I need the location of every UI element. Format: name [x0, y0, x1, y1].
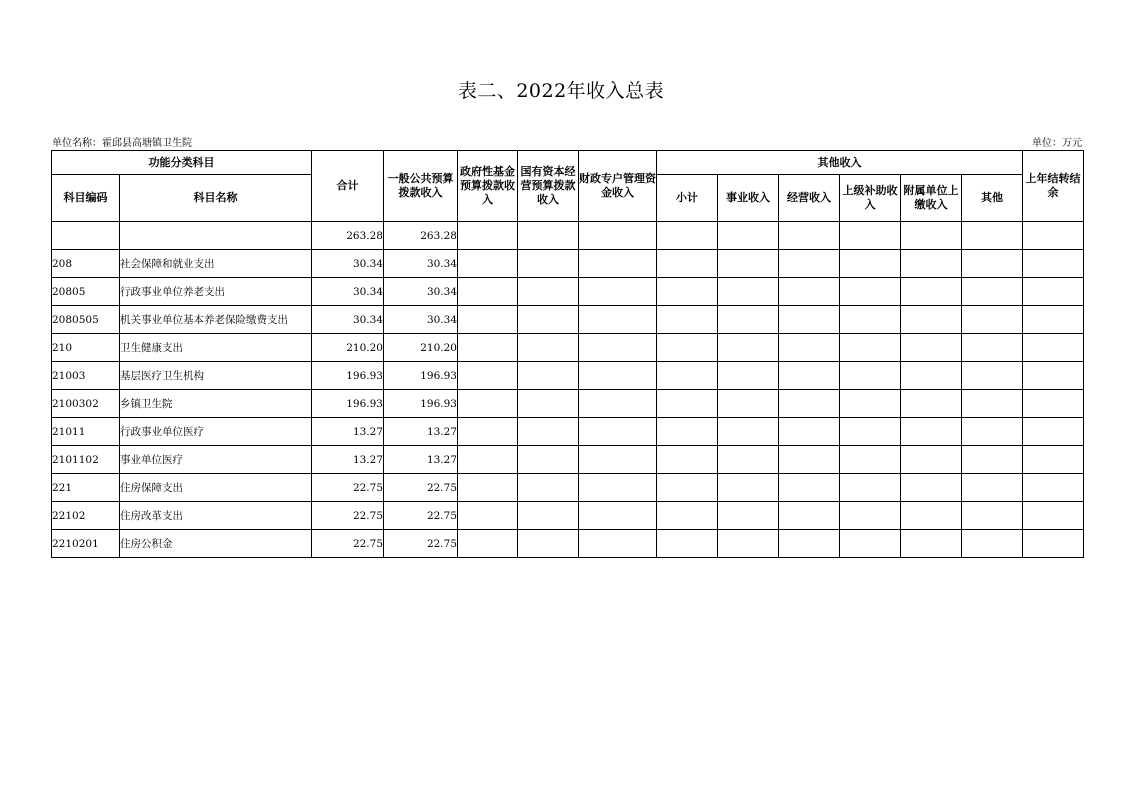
- row-subtotal: [657, 362, 718, 390]
- table-row: [52, 306, 1084, 334]
- row-other: [962, 334, 1023, 362]
- row-business-income: [718, 222, 779, 250]
- header-fiscal-special: 财政专户管理资金收入: [579, 151, 657, 222]
- row-operating-income: [779, 362, 840, 390]
- row-gov-fund: [458, 446, 518, 474]
- header-superior-subsidy: 上级补助收入: [840, 175, 901, 222]
- row-superior-subsidy: [840, 530, 901, 558]
- row-affiliated-income: [901, 474, 962, 502]
- row-superior-subsidy: [840, 418, 901, 446]
- row-business-income: [718, 502, 779, 530]
- header-carryover: 上年结转结余: [1023, 151, 1084, 222]
- row-affiliated-income: [901, 502, 962, 530]
- header-business-income: 事业收入: [718, 175, 779, 222]
- row-superior-subsidy: [840, 446, 901, 474]
- row-business-income: [718, 334, 779, 362]
- row-gov-fund: [458, 390, 518, 418]
- row-subtotal: [657, 250, 718, 278]
- row-gov-fund: [458, 278, 518, 306]
- row-gov-fund: [458, 334, 518, 362]
- row-fiscal-special: [579, 222, 657, 250]
- row-fiscal-special: [579, 502, 657, 530]
- row-operating-income: [779, 278, 840, 306]
- row-state-capital: [518, 222, 579, 250]
- row-superior-subsidy: [840, 334, 901, 362]
- row-general-budget: 22.75: [384, 530, 458, 558]
- row-fiscal-special: [579, 306, 657, 334]
- row-affiliated-income: [901, 278, 962, 306]
- header-name: 科目名称: [120, 175, 312, 222]
- row-total: 22.75: [312, 474, 384, 502]
- row-fiscal-special: [579, 474, 657, 502]
- row-fiscal-special: [579, 446, 657, 474]
- row-affiliated-income: [901, 418, 962, 446]
- row-business-income: [718, 362, 779, 390]
- row-subtotal: [657, 446, 718, 474]
- row-name: 机关事业单位基本养老保险缴费支出: [120, 306, 312, 334]
- unit-info-row: [52, 134, 1082, 148]
- row-code: 210: [52, 334, 120, 362]
- row-operating-income: [779, 530, 840, 558]
- row-other: [962, 446, 1023, 474]
- row-code: 21011: [52, 418, 120, 446]
- table-row: [52, 278, 1084, 306]
- row-total: 196.93: [312, 362, 384, 390]
- row-general-budget: 196.93: [384, 390, 458, 418]
- row-name: 基层医疗卫生机构: [120, 362, 312, 390]
- table-row: [52, 222, 1084, 250]
- table-row: [52, 250, 1084, 278]
- row-other: [962, 474, 1023, 502]
- row-superior-subsidy: [840, 250, 901, 278]
- row-general-budget: 30.34: [384, 306, 458, 334]
- row-state-capital: [518, 418, 579, 446]
- row-superior-subsidy: [840, 222, 901, 250]
- currency-unit-label: 单位：万元: [1032, 138, 1082, 149]
- unit-name-label: 单位名称：霍邱县高塘镇卫生院: [52, 138, 192, 149]
- row-operating-income: [779, 334, 840, 362]
- row-total: 210.20: [312, 334, 384, 362]
- row-code: 221: [52, 474, 120, 502]
- row-state-capital: [518, 474, 579, 502]
- row-affiliated-income: [901, 334, 962, 362]
- table-row: [52, 418, 1084, 446]
- row-subtotal: [657, 474, 718, 502]
- header-func-class: 功能分类科目: [52, 151, 312, 175]
- row-other: [962, 250, 1023, 278]
- header-state-capital: 国有资本经营预算拨款收入: [518, 151, 579, 222]
- row-operating-income: [779, 418, 840, 446]
- row-state-capital: [518, 446, 579, 474]
- row-affiliated-income: [901, 390, 962, 418]
- row-business-income: [718, 418, 779, 446]
- header-subtotal: 小计: [657, 175, 718, 222]
- row-code: 2210201: [52, 530, 120, 558]
- row-operating-income: [779, 502, 840, 530]
- row-fiscal-special: [579, 418, 657, 446]
- row-subtotal: [657, 418, 718, 446]
- row-business-income: [718, 446, 779, 474]
- row-subtotal: [657, 502, 718, 530]
- row-general-budget: 30.34: [384, 278, 458, 306]
- header-code: 科目编码: [52, 175, 120, 222]
- row-fiscal-special: [579, 278, 657, 306]
- row-carryover: [1023, 362, 1084, 390]
- row-business-income: [718, 278, 779, 306]
- row-subtotal: [657, 334, 718, 362]
- table-row: [52, 390, 1084, 418]
- row-name: 住房公积金: [120, 530, 312, 558]
- row-name: 事业单位医疗: [120, 446, 312, 474]
- row-operating-income: [779, 446, 840, 474]
- row-carryover: [1023, 222, 1084, 250]
- row-carryover: [1023, 502, 1084, 530]
- row-name: 社会保障和就业支出: [120, 250, 312, 278]
- row-total: 22.75: [312, 530, 384, 558]
- row-fiscal-special: [579, 530, 657, 558]
- row-state-capital: [518, 502, 579, 530]
- row-name: [120, 222, 312, 250]
- row-other: [962, 418, 1023, 446]
- row-operating-income: [779, 390, 840, 418]
- row-fiscal-special: [579, 250, 657, 278]
- row-other: [962, 278, 1023, 306]
- table-body: [52, 222, 1084, 558]
- row-name: 卫生健康支出: [120, 334, 312, 362]
- row-state-capital: [518, 250, 579, 278]
- row-carryover: [1023, 306, 1084, 334]
- row-state-capital: [518, 530, 579, 558]
- row-superior-subsidy: [840, 502, 901, 530]
- row-superior-subsidy: [840, 362, 901, 390]
- header-other: 其他: [962, 175, 1023, 222]
- row-affiliated-income: [901, 362, 962, 390]
- row-code: 2080505: [52, 306, 120, 334]
- row-carryover: [1023, 418, 1084, 446]
- row-code: 21003: [52, 362, 120, 390]
- row-business-income: [718, 306, 779, 334]
- row-code: 208: [52, 250, 120, 278]
- income-summary-table: [51, 150, 1084, 558]
- row-gov-fund: [458, 250, 518, 278]
- row-name: 行政事业单位养老支出: [120, 278, 312, 306]
- row-code: 20805: [52, 278, 120, 306]
- row-subtotal: [657, 306, 718, 334]
- table-header: [52, 151, 1084, 222]
- row-business-income: [718, 250, 779, 278]
- row-other: [962, 306, 1023, 334]
- row-gov-fund: [458, 418, 518, 446]
- row-name: 住房保障支出: [120, 474, 312, 502]
- row-state-capital: [518, 334, 579, 362]
- row-gov-fund: [458, 530, 518, 558]
- row-code: [52, 222, 120, 250]
- row-state-capital: [518, 362, 579, 390]
- row-name: 行政事业单位医疗: [120, 418, 312, 446]
- row-affiliated-income: [901, 446, 962, 474]
- row-general-budget: 196.93: [384, 362, 458, 390]
- row-affiliated-income: [901, 222, 962, 250]
- row-affiliated-income: [901, 530, 962, 558]
- row-code: 2101102: [52, 446, 120, 474]
- row-carryover: [1023, 390, 1084, 418]
- row-subtotal: [657, 530, 718, 558]
- row-carryover: [1023, 530, 1084, 558]
- row-state-capital: [518, 390, 579, 418]
- row-general-budget: 210.20: [384, 334, 458, 362]
- row-carryover: [1023, 446, 1084, 474]
- row-other: [962, 530, 1023, 558]
- row-carryover: [1023, 278, 1084, 306]
- row-total: 13.27: [312, 446, 384, 474]
- table-row: [52, 446, 1084, 474]
- row-general-budget: 30.34: [384, 250, 458, 278]
- row-business-income: [718, 474, 779, 502]
- header-general-budget: 一般公共预算拨款收入: [384, 151, 458, 222]
- table-row: [52, 502, 1084, 530]
- row-superior-subsidy: [840, 390, 901, 418]
- row-carryover: [1023, 474, 1084, 502]
- row-subtotal: [657, 278, 718, 306]
- row-code: 22102: [52, 502, 120, 530]
- row-affiliated-income: [901, 250, 962, 278]
- row-total: 196.93: [312, 390, 384, 418]
- row-name: 住房改革支出: [120, 502, 312, 530]
- row-total: 30.34: [312, 306, 384, 334]
- header-operating-income: 经营收入: [779, 175, 840, 222]
- header-other-income: 其他收入: [657, 151, 1023, 175]
- table-row: [52, 334, 1084, 362]
- row-total: 30.34: [312, 250, 384, 278]
- row-subtotal: [657, 390, 718, 418]
- row-general-budget: 13.27: [384, 446, 458, 474]
- row-gov-fund: [458, 474, 518, 502]
- table-row: [52, 530, 1084, 558]
- row-gov-fund: [458, 306, 518, 334]
- row-operating-income: [779, 250, 840, 278]
- row-total: 30.34: [312, 278, 384, 306]
- row-general-budget: 22.75: [384, 502, 458, 530]
- row-other: [962, 362, 1023, 390]
- row-other: [962, 222, 1023, 250]
- row-total: 263.28: [312, 222, 384, 250]
- page-title: 表二、2022年收入总表: [457, 80, 665, 102]
- row-general-budget: 263.28: [384, 222, 458, 250]
- row-code: 2100302: [52, 390, 120, 418]
- row-gov-fund: [458, 222, 518, 250]
- row-fiscal-special: [579, 390, 657, 418]
- row-carryover: [1023, 334, 1084, 362]
- row-other: [962, 502, 1023, 530]
- row-business-income: [718, 390, 779, 418]
- row-superior-subsidy: [840, 306, 901, 334]
- row-affiliated-income: [901, 306, 962, 334]
- header-gov-fund: 政府性基金预算拨款收入: [458, 151, 518, 222]
- row-fiscal-special: [579, 334, 657, 362]
- row-gov-fund: [458, 502, 518, 530]
- table-row: [52, 474, 1084, 502]
- row-business-income: [718, 530, 779, 558]
- row-subtotal: [657, 222, 718, 250]
- row-carryover: [1023, 250, 1084, 278]
- row-general-budget: 22.75: [384, 474, 458, 502]
- row-state-capital: [518, 278, 579, 306]
- row-general-budget: 13.27: [384, 418, 458, 446]
- header-affiliated-income: 附属单位上缴收入: [901, 175, 962, 222]
- row-fiscal-special: [579, 362, 657, 390]
- header-total: 合计: [312, 151, 384, 222]
- row-gov-fund: [458, 362, 518, 390]
- row-total: 22.75: [312, 502, 384, 530]
- table-row: [52, 362, 1084, 390]
- row-operating-income: [779, 474, 840, 502]
- row-operating-income: [779, 306, 840, 334]
- row-name: 乡镇卫生院: [120, 390, 312, 418]
- row-operating-income: [779, 222, 840, 250]
- row-state-capital: [518, 306, 579, 334]
- row-superior-subsidy: [840, 474, 901, 502]
- row-other: [962, 390, 1023, 418]
- row-superior-subsidy: [840, 278, 901, 306]
- row-total: 13.27: [312, 418, 384, 446]
